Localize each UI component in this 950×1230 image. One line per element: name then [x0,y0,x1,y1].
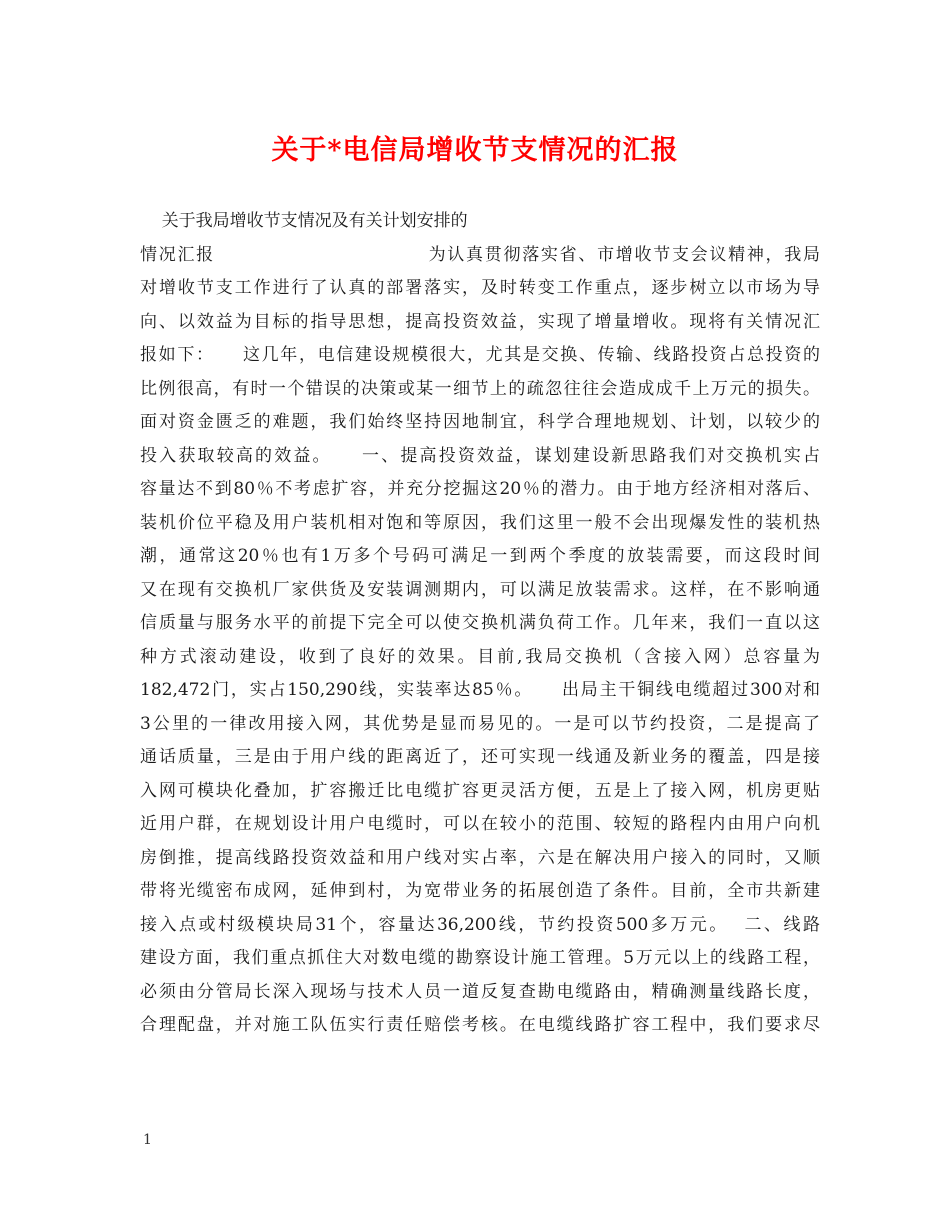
body-line: 种方式滚动建设，收到了良好的效果。目前,我局交换机（含接入网）总容量为 [140,646,820,667]
page-number: 1 [143,1132,152,1148]
body-line: 3公里的一律改用接入网，其优势是显而易见的。一是可以节约投资，二是提高了 [140,713,820,734]
body-line: 房倒推，提高线路投资效益和用户线对实占率，六是在解决用户接入的同时，又顺 [140,847,820,868]
body-line: 向、以效益为目标的指导思想，提高投资效益，实现了增量增收。现将有关情况汇 [140,311,820,332]
body-line: 比例很高，有时一个错误的决策或某一细节上的疏忽往往会造成成千上万元的损失。 [140,378,820,399]
body-line: 装机价位平稳及用户装机相对饱和等原因，我们这里一般不会出现爆发性的装机热 [140,512,820,533]
body-line: 面对资金匮乏的难题，我们始终坚持因地制宜，科学合理地规划、计划，以较少的 [140,412,820,432]
body-line: 必须由分管局长深入现场与技术人员一道反复查勘电缆路由，精确测量线路长度， [140,981,820,1002]
body-line: 合理配盘，并对施工队伍实行责任赔偿考核。在电缆线路扩容工程中，我们要求尽 [140,1015,820,1035]
body-line: 接入点或村级模块局31个，容量达36,200线，节约投资500多万元。 二、线路 [140,914,820,935]
body-line: 容量达不到80％不考虑扩容，并充分挖掘这20％的潜力。由于地方经济相对落后、 [140,479,820,499]
document-title: 关于*电信局增收节支情况的汇报 [271,135,679,166]
body-line: 关于我局增收节支情况及有关计划安排的 [140,211,468,231]
body-line: 又在现有交换机厂家供货及安装调测期内，可以满足放装需求。这样，在不影响通 [140,579,820,600]
body-line: 带将光缆密布成网，延伸到村，为宽带业务的拓展创造了条件。目前，全市共新建 [140,881,820,901]
body-line: 对增收节支工作进行了认真的部署落实，及时转变工作重点，逐步树立以市场为导 [140,278,820,298]
body-line: 通话质量，三是由于用户线的距离近了，还可实现一线通及新业务的覆盖，四是接 [140,747,820,767]
body-line: 情况汇报 为认真贯彻落实省、市增收节支会议精神，我局 [140,244,820,265]
body-line: 潮，通常这20％也有1万多个号码可满足一到两个季度的放装需要，而这段时间 [140,546,820,566]
body-line: 建设方面，我们重点抓住大对数电缆的勘察设计施工管理。5万元以上的线路工程， [140,948,820,968]
body-line: 报如下： 这几年，电信建设规模很大，尤其是交换、传输、线路投资占总投资的 [140,345,820,365]
body-line: 投入获取较高的效益。 一、提高投资效益，谋划建设新思路我们对交换机实占 [140,445,820,466]
body-line: 182,472门，实占150,290线，实装率达85％。 出局主干铜线电缆超过300对和 [140,680,820,700]
body-line: 近用户群，在规划设计用户电缆时，可以在较小的范围、较短的路程内由用户向机 [140,814,820,834]
document-body [140,205,820,1043]
body-line: 信质量与服务水平的前提下完全可以使交换机满负荷工作。几年来，我们一直以这 [140,613,820,633]
body-line: 入网可模块化叠加，扩容搬迁比电缆扩容更灵活方便，五是上了接入网，机房更贴 [140,780,820,801]
